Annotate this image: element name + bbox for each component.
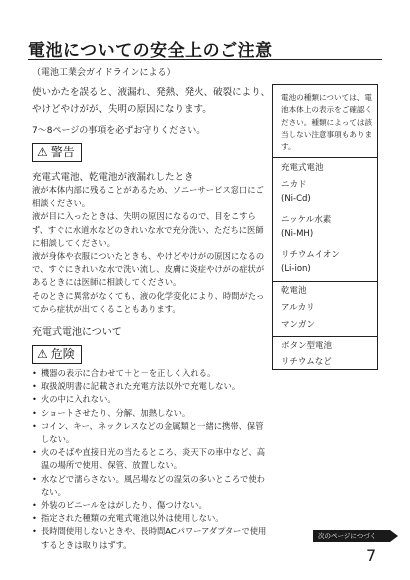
warning-label-text: 警告: [50, 145, 75, 159]
sidebar-divider: [273, 157, 377, 158]
battery-type: (Ni-Cd): [281, 194, 311, 204]
warning-line: 液が身体や衣服についたときも、やけどやけがの原因になるの: [32, 251, 265, 262]
list-item: • 機器の表示に合わせて＋と－を正しく入れる。: [32, 367, 264, 380]
battery-type: アルカリ: [281, 303, 315, 313]
warning-body: [32, 184, 264, 316]
battery-type: (Ni-MH): [281, 229, 314, 239]
battery-type: リチウムなど: [281, 357, 332, 367]
title-rule: [28, 59, 382, 60]
list-item: • 火の中に入れない。: [32, 393, 264, 406]
warning-line: に相談してください。: [32, 237, 115, 248]
next-page-indicator: 次のページにつづく: [313, 530, 390, 542]
list-item: • 指定された種類の充電式電池以外は使用しない。: [32, 512, 264, 525]
battery-group-heading: ボタン型電池: [281, 341, 333, 351]
warning-line: で、すぐにきれいな水で洗い流し、皮膚に炎症やけがの症状が: [32, 264, 265, 275]
warning-line: てから症状が出てくることもあります。: [32, 303, 181, 314]
warning-line: 相談ください。: [32, 198, 91, 209]
list-item: • 水などで濡らさない。風呂場などの湿気の多いところで使わ ない。: [32, 473, 264, 499]
battery-type: リチウムイオン: [281, 250, 340, 260]
rechargeable-section-heading: 充電式電池について: [32, 327, 122, 338]
intro-text: [32, 84, 271, 140]
battery-type: ニカド: [281, 180, 307, 190]
intro-line: 使いかたを誤ると、液漏れ、発熱、発火、破裂により、: [32, 87, 271, 98]
list-item: • 長時間使用しないときや、長時間ACパワーアダプターで使用 するときは取りはずす。: [32, 525, 264, 551]
danger-label: [32, 345, 82, 364]
battery-type: ニッケル水素: [281, 215, 332, 225]
sidebar-divider: [273, 336, 377, 337]
list-item: • 取扱説明書に記載された充電方法以外で充電しない。: [32, 380, 264, 393]
danger-label-text: 危険: [50, 347, 75, 361]
sidebar-divider: [273, 281, 377, 282]
danger-list: [32, 367, 267, 552]
warning-heading: 充電式電池、乾電池が液漏れしたとき: [32, 172, 194, 183]
page-subtitle: （電池工業会ガイドラインによる）: [32, 68, 176, 78]
battery-type-note: 電池の種類については、電 池本体上の表示をご確認く ださい。種類によっては該 当しない注意事項もありま す。: [281, 93, 373, 152]
warning-line: そのときに異常がなくても、液の化学変化により、時間がたっ: [32, 290, 265, 301]
warning-triangle-icon: ⚠: [37, 145, 48, 159]
warning-line: あるときには医師に相談してください。: [32, 277, 182, 288]
battery-group-heading: 充電式電池: [281, 163, 324, 173]
warning-line: ず、すぐに水道水などのきれいな水で充分洗い、ただちに医師: [32, 224, 264, 235]
warning-triangle-icon: ⚠: [37, 347, 48, 361]
list-item: • 火のそばや直接日光の当たるところ、炎天下の車中など、高 温の場所で使用、保管、放置しない。: [32, 446, 264, 472]
page-title: 電池についての安全上のご注意: [28, 41, 273, 61]
page-number: 7: [366, 546, 377, 565]
warning-label: [32, 143, 82, 162]
battery-group-heading: 乾電池: [281, 286, 307, 296]
battery-type: (Li-ion): [281, 264, 311, 274]
page-reference: 7～8ページの事項を必ずお守りください。: [32, 126, 206, 136]
list-item: • ショートさせたり、分解、加熱しない。: [32, 407, 264, 420]
warning-line: 液が目に入ったときは、失明の原因になるので、目をこすら: [32, 211, 256, 222]
battery-types-box: [272, 84, 378, 370]
battery-type: マンガン: [281, 320, 316, 330]
list-item: • コイン、キー、ネックレスなどの金属類と一緒に携帯、保管 しない。: [32, 420, 264, 446]
list-item: • 外装のビニールをはがしたり、傷つけない。: [32, 499, 264, 512]
intro-line: やけどやけがが、失明の原因になります。: [32, 104, 212, 115]
warning-line: 液が本体内部に残ることがあるため、ソニーサービス窓口にご: [32, 185, 264, 195]
